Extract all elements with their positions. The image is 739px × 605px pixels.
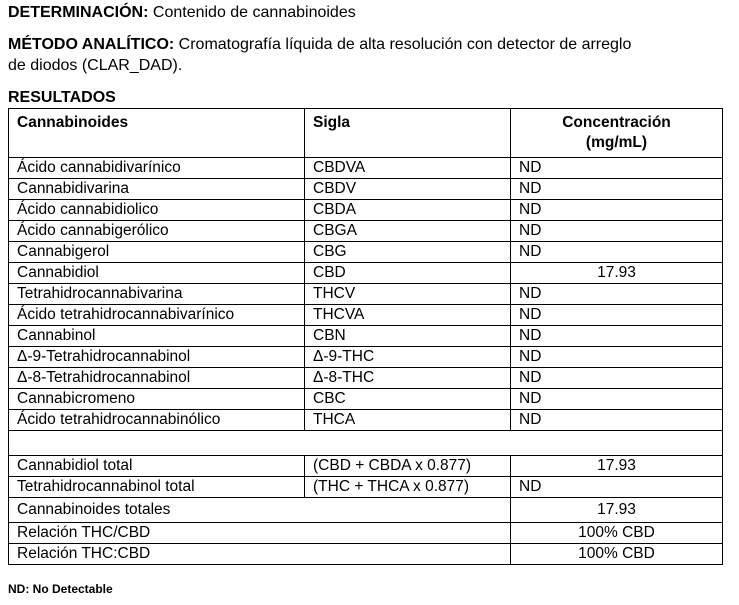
cannabinoid-name: Cannabicromeno: [9, 389, 305, 410]
table-row: [9, 368, 723, 389]
summary-value: 100% CBD: [511, 523, 723, 544]
cannabinoid-name: Cannabigerol: [9, 242, 305, 263]
table-row: [9, 347, 723, 368]
cannabinoid-name: Tetrahidrocannabivarina: [9, 284, 305, 305]
cannabinoid-name: Δ-9-Tetrahidrocannabinol: [9, 347, 305, 368]
table-row: [9, 326, 723, 347]
header-concentracion: [511, 109, 723, 158]
cannabinoid-name: Ácido cannabidivarínico: [9, 158, 305, 179]
table-row: [9, 305, 723, 326]
total-row: [9, 456, 723, 477]
cannabinoid-concentration: ND: [511, 326, 723, 347]
resultados-title: RESULTADOS: [8, 89, 116, 106]
cannabinoid-concentration: ND: [511, 389, 723, 410]
metodo-line-2: de diodos (CLAR_DAD).: [8, 57, 183, 74]
header-concentracion-title: Concentración: [562, 114, 671, 131]
summary-name: Relación THC/CBD: [9, 523, 511, 544]
cannabinoid-name: Ácido cannabigerólico: [9, 221, 305, 242]
cannabinoid-name: Cannabidivarina: [9, 179, 305, 200]
cannabinoid-concentration: ND: [511, 284, 723, 305]
cannabinoid-name: Δ-8-Tetrahidrocannabinol: [9, 368, 305, 389]
total-name: Cannabidiol total: [9, 456, 305, 477]
total-formula: (CBD + CBDA x 0.877): [305, 456, 511, 477]
cannabinoid-concentration: ND: [511, 368, 723, 389]
cannabinoid-sigla: CBGA: [305, 221, 511, 242]
table-row: [9, 284, 723, 305]
determinacion-value: Contenido de cannabinoides: [152, 4, 356, 21]
cannabinoid-sigla: CBD: [305, 263, 511, 284]
summary-value: 17.93: [511, 498, 723, 523]
cannabinoid-sigla: CBDVA: [305, 158, 511, 179]
table-header-row: [9, 109, 723, 158]
footnote: ND: No Detectable: [8, 582, 113, 596]
cannabinoid-sigla: CBN: [305, 326, 511, 347]
table-row: [9, 221, 723, 242]
summary-name: Cannabinoides totales: [9, 498, 511, 523]
total-row: [9, 477, 723, 498]
table-row: [9, 410, 723, 431]
cannabinoid-sigla: THCV: [305, 284, 511, 305]
total-name: Tetrahidrocannabinol total: [9, 477, 305, 498]
table-row: [9, 263, 723, 284]
spacer-cell: [9, 431, 723, 456]
metodo-label: MÉTODO ANALÍTICO:: [8, 36, 175, 53]
cannabinoid-concentration: ND: [511, 179, 723, 200]
metodo-value-1: Cromatografía líquida de alta resolución con detector de arreglo: [178, 36, 632, 53]
cannabinoid-concentration: 17.93: [511, 263, 723, 284]
cannabinoid-concentration: ND: [511, 221, 723, 242]
summary-name: Relación THC:CBD: [9, 544, 511, 565]
cannabinoid-concentration: ND: [511, 242, 723, 263]
metodo-line-1: [8, 36, 631, 54]
cannabinoid-sigla: CBDV: [305, 179, 511, 200]
cannabinoid-sigla: THCVA: [305, 305, 511, 326]
cannabinoid-sigla: Δ-9-THC: [305, 347, 511, 368]
table-row: [9, 200, 723, 221]
table-spacer-row: [9, 431, 723, 456]
cannabinoid-concentration: ND: [511, 410, 723, 431]
cannabinoid-name: Ácido tetrahidrocannabivarínico: [9, 305, 305, 326]
total-concentration: ND: [511, 477, 723, 498]
results-table: [8, 108, 723, 565]
summary-row: [9, 498, 723, 523]
table-row: [9, 158, 723, 179]
determinacion-line: [8, 4, 356, 22]
header-sigla: Sigla: [305, 109, 511, 158]
cannabinoid-sigla: THCA: [305, 410, 511, 431]
cannabinoid-concentration: ND: [511, 200, 723, 221]
determinacion-label: DETERMINACIÓN:: [8, 4, 149, 21]
cannabinoid-name: Ácido tetrahidrocannabinólico: [9, 410, 305, 431]
cannabinoid-concentration: ND: [511, 158, 723, 179]
cannabinoid-sigla: Δ-8-THC: [305, 368, 511, 389]
cannabinoid-concentration: ND: [511, 305, 723, 326]
table-row: [9, 179, 723, 200]
cannabinoid-sigla: CBG: [305, 242, 511, 263]
summary-row: [9, 523, 723, 544]
summary-row: [9, 544, 723, 565]
header-concentracion-unit: (mg/mL): [585, 134, 648, 151]
total-formula: (THC + THCA x 0.877): [305, 477, 511, 498]
cannabinoid-name: Cannabidiol: [9, 263, 305, 284]
total-concentration: 17.93: [511, 456, 723, 477]
summary-value: 100% CBD: [511, 544, 723, 565]
cannabinoid-name: Cannabinol: [9, 326, 305, 347]
table-row: [9, 242, 723, 263]
cannabinoid-sigla: CBDA: [305, 200, 511, 221]
table-row: [9, 389, 723, 410]
cannabinoid-name: Ácido cannabidiolico: [9, 200, 305, 221]
cannabinoid-concentration: ND: [511, 347, 723, 368]
cannabinoid-sigla: CBC: [305, 389, 511, 410]
header-cannabinoides: Cannabinoides: [9, 109, 305, 158]
